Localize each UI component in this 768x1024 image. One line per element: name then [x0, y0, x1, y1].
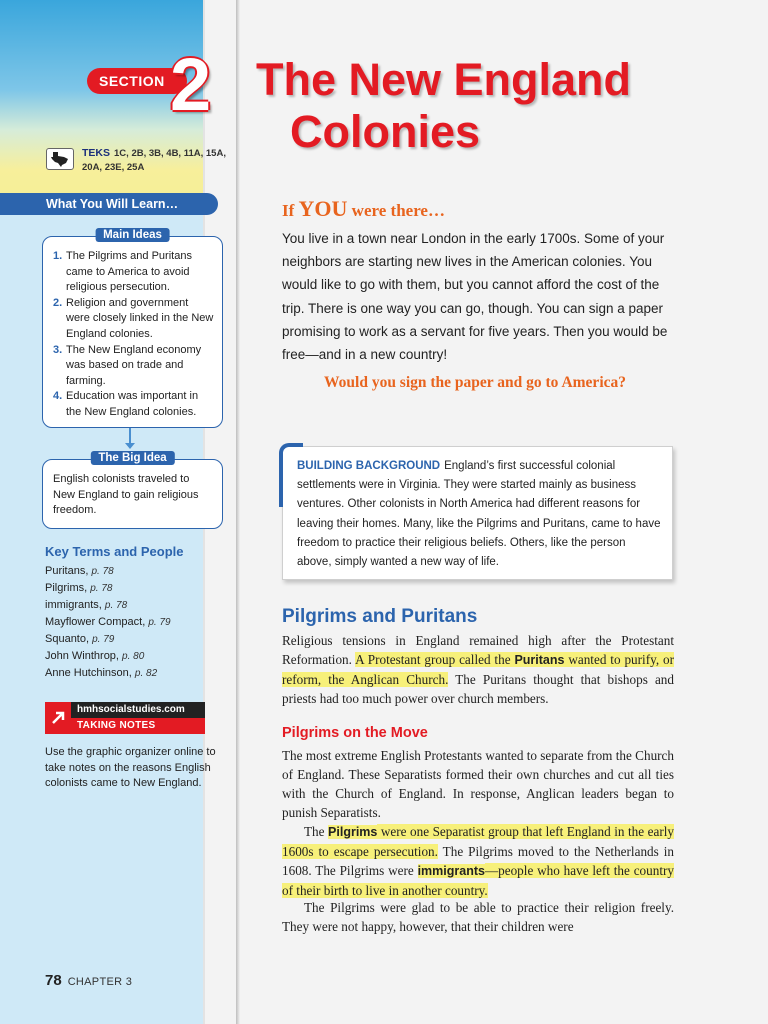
item-text: The New England economy was based on trade and farming.	[66, 343, 202, 387]
if-you-were-there-question: Would you sign the paper and go to America?	[324, 374, 627, 391]
text-run: A Protestant group called the	[355, 652, 515, 667]
page-title	[256, 54, 736, 158]
big-idea-label: The Big Idea	[90, 451, 174, 465]
iywt-you: YOU	[298, 196, 348, 221]
highlighted-text: were one Separatist group that left England in the early 1600s to escape persecution.	[282, 824, 674, 859]
item-number: 2.	[53, 296, 63, 309]
big-idea-text: English colonists traveled to New England to gain religious freedom.	[53, 473, 199, 517]
if-you-were-there-text: You live in a town near London in the early 1700s. Some of your neighbors are starting new lives in the American colonies. You would like to go with them, but you cannot afford the cost of the trip. There is one way you can go, though. You can sign a paper promising to work as a servant for five years. Then you would be free—and in a new country!	[282, 231, 668, 363]
main-ideas-box	[42, 229, 223, 428]
teks-label: TEKS	[82, 147, 111, 159]
item-text: Education was important in the New England colonies.	[66, 390, 199, 418]
term-page: p. 79	[92, 634, 115, 645]
term-name: immigrants,	[45, 599, 102, 611]
text-run: wanted to purify, or reform, the Anglican Church.	[282, 652, 674, 687]
item-text: The Pilgrims and Puritans came to America to avoid religious persecution.	[66, 250, 192, 294]
list-item	[53, 389, 214, 420]
taking-notes-label: TAKING NOTES	[71, 718, 205, 734]
term-page: p. 78	[90, 583, 113, 594]
key-term	[45, 665, 171, 682]
list-item	[53, 296, 214, 343]
key-term	[45, 580, 171, 597]
page-gutter-shadow	[236, 0, 240, 1024]
text-run: The Puritans thought that bishops and priests had too much power over church members.	[282, 672, 674, 706]
term-name: John Winthrop,	[45, 650, 119, 662]
text-run: Religious tensions in England remained high after the Protestant Reformation.	[282, 633, 674, 667]
website-link[interactable]: hmhsocialstudies.com	[71, 702, 205, 718]
if-you-were-there-heading	[282, 196, 445, 222]
term-name: Mayflower Compact,	[45, 616, 146, 628]
key-terms-heading: Key Terms and People	[45, 544, 184, 559]
term-page: p. 78	[91, 566, 114, 577]
title-line-1: The New England	[256, 54, 632, 105]
title-line-2: Colonies	[290, 106, 481, 157]
building-background-body: England’s first successful colonial settlements were in Virginia. They were started mainly as business ventures. Other colonists in North America had different reasons for leaving their homes. Many, like the Pilgrims and Puritans, came to have freedom to practice their religious beliefs. Others, like the person above, simply wanted a new way of life.	[297, 460, 661, 569]
list-item	[53, 249, 214, 296]
term-name: Pilgrims,	[45, 582, 88, 594]
paragraph: The Pilgrims were glad to be able to practice their religion freely. They were not happy, however, that their children were	[282, 900, 674, 934]
paragraph: The most extreme English Protestants wanted to separate from the Church of England. These Separatists formed their own churches and cut all ties with the Church of England. In response, Anglican leaders began to punish Separatists.	[282, 748, 674, 820]
term-page: p. 82	[134, 668, 158, 679]
taking-notes-banner[interactable]	[45, 702, 205, 734]
page-footer	[45, 972, 132, 989]
key-term	[45, 648, 171, 665]
term-page: p. 79	[148, 617, 171, 628]
section-heading: Pilgrims and Puritans	[282, 606, 478, 627]
paragraph	[282, 822, 674, 900]
highlighted-text: —people who have left the country of their birth to live in another country.	[282, 863, 674, 898]
term-name: Anne Hutchinson,	[45, 667, 132, 679]
iywt-prefix: If	[282, 201, 299, 220]
key-term-pilgrims: Pilgrims	[328, 825, 378, 839]
text-run: The	[304, 824, 329, 839]
key-terms-list	[45, 563, 171, 682]
key-term	[45, 631, 171, 648]
teks-codes	[82, 146, 236, 175]
taking-notes-text: Use the graphic organizer online to take notes on the reasons English colonists came to New England.	[45, 746, 216, 790]
item-number: 3.	[53, 343, 63, 356]
page-number: 78	[45, 972, 62, 989]
what-you-will-learn-label: What You Will Learn…	[46, 197, 179, 211]
term-name: Squanto,	[45, 633, 90, 645]
key-term	[45, 614, 171, 631]
building-background-text	[297, 457, 663, 572]
section-label: SECTION	[99, 73, 165, 89]
list-item	[53, 343, 214, 390]
building-background-label: BUILDING BACKGROUND	[297, 460, 441, 472]
key-term	[45, 597, 171, 614]
what-you-will-learn-bar	[0, 193, 218, 215]
section-number: 2	[170, 43, 212, 126]
paragraph	[282, 631, 674, 708]
subsection-heading: Pilgrims on the Move	[282, 725, 428, 741]
main-ideas-list	[43, 237, 222, 421]
item-text: Religion and government were closely linked in the New England colonies.	[66, 296, 214, 340]
term-name: Puritans,	[45, 565, 89, 577]
iywt-suffix: were there…	[347, 201, 445, 220]
term-page: p. 80	[122, 651, 145, 662]
key-term	[45, 563, 171, 580]
arrow-link-icon	[45, 702, 71, 734]
chapter-label: CHAPTER 3	[67, 976, 133, 988]
big-idea-box	[42, 452, 223, 529]
arrow-down-icon	[129, 428, 131, 444]
term-page: p. 78	[104, 600, 128, 611]
key-term-puritans: Puritans	[514, 653, 565, 667]
texas-state-icon	[46, 148, 74, 170]
key-term-immigrants: immigrants	[417, 864, 485, 878]
text-run: The Pilgrims moved to the Netherlands in 1608. The Pilgrims were	[282, 844, 674, 878]
item-number: 1.	[53, 250, 63, 262]
teks-standards	[46, 146, 236, 175]
item-number: 4.	[53, 390, 63, 403]
building-background-box	[282, 446, 673, 580]
main-ideas-label: Main Ideas	[95, 228, 170, 242]
teks-code-list: 1C, 2B, 3B, 4B, 11A, 15A, 20A, 23E, 25A	[82, 148, 226, 173]
